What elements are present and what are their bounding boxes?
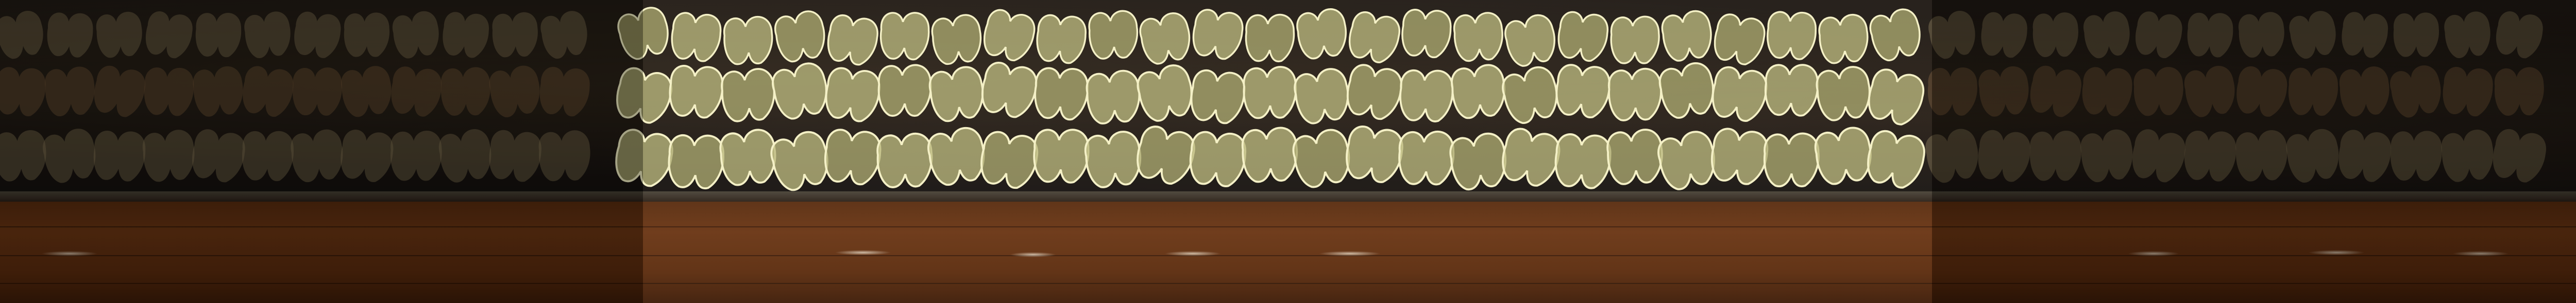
dimmed-region-left xyxy=(0,0,643,303)
focus-region xyxy=(643,0,1932,303)
dimmed-region-right xyxy=(1932,0,2576,303)
